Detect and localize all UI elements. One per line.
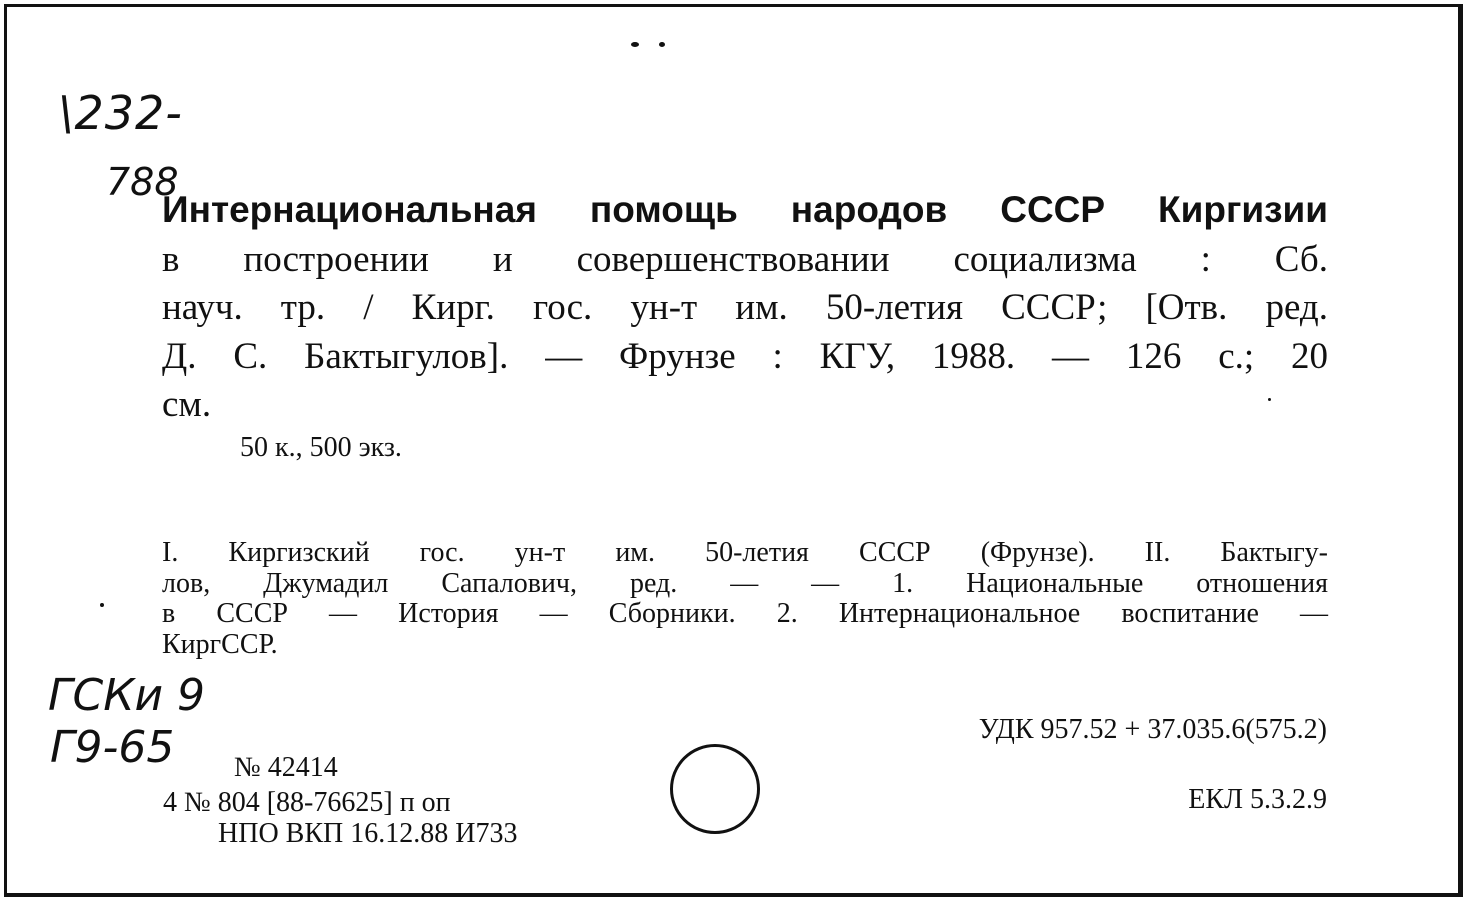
price-and-print-run: 50 к., 500 экз.	[240, 432, 402, 463]
handwritten-shelf-mark: \232-	[58, 86, 183, 140]
entry-line: в построении и совершенствовании социализма : Сб.	[162, 238, 1328, 280]
bibliographic-entry	[162, 186, 1328, 430]
record-number: № 42414	[234, 752, 338, 783]
udk-classification: УДК 957.52 + 37.035.6(575.2)	[978, 714, 1327, 745]
punch-hole-circle	[670, 744, 760, 834]
handwritten-shelf-number: 788	[106, 160, 179, 204]
ekl-classification: ЕКЛ 5.3.2.9	[1188, 784, 1327, 815]
handwritten-location-number: Г9-65	[50, 722, 175, 773]
tracing-line: лов, Джумадил Сапалович, ред. — — 1. Национальные отношения	[162, 567, 1328, 599]
entry-title-lead: Интернациональная помощь народов СССР Киргизии	[162, 189, 1328, 230]
entry-line: см.	[162, 384, 212, 425]
tracing-line: I. Киргизский гос. ун-т им. 50-летия СССР (Фрунзе). II. Бактыгу-	[162, 537, 1328, 568]
scan-speck	[631, 42, 639, 47]
scan-speck	[1268, 398, 1271, 401]
tracing-line: КиргССР.	[162, 628, 278, 660]
entry-line: Д. С. Бактыгулов]. — Фрунзе : КГУ, 1988. — 126 с.; 20	[162, 335, 1328, 377]
handwritten-location-code: ГСКи 9	[48, 670, 206, 721]
tracing-line: в СССР — История — Сборники. 2. Интернациональное воспитание —	[162, 598, 1328, 629]
scan-speck	[100, 603, 104, 607]
scan-speck	[659, 42, 665, 47]
tracings-block	[162, 538, 1328, 660]
entry-line: науч. тр. / Кирг. гос. ун-т им. 50-летия СССР; [Отв. ред.	[162, 287, 1328, 328]
printer-info: НПО ВКП 16.12.88 И733	[218, 818, 518, 849]
order-info: 4 № 804 [88-76625] п оп	[163, 787, 451, 818]
